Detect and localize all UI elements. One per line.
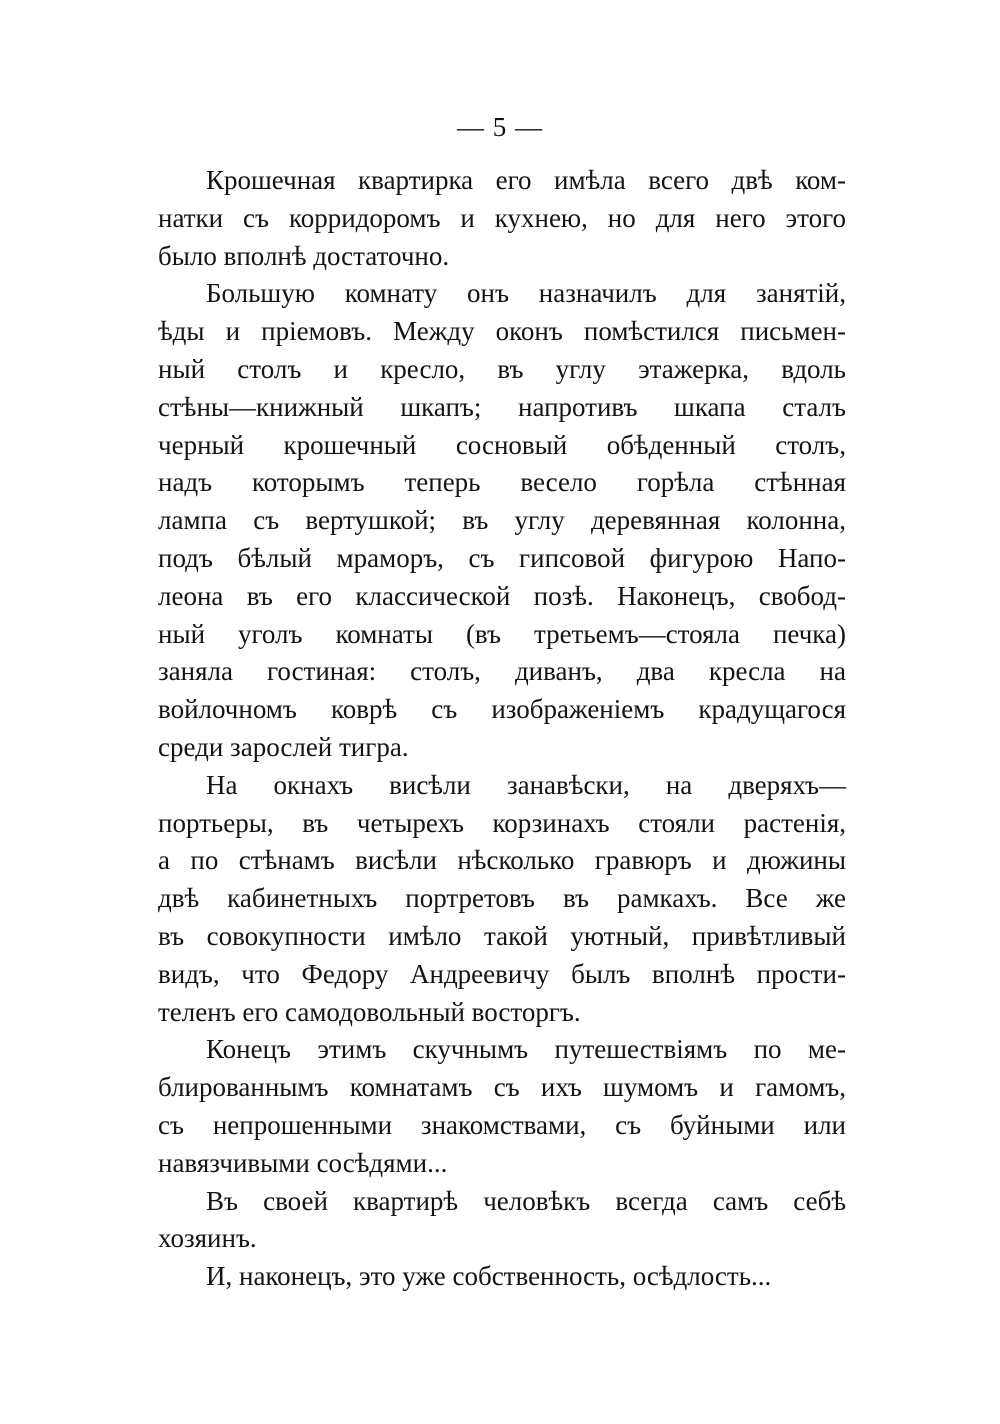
paragraph [158, 1183, 846, 1259]
text-line: черный крошечный сосновый обѣденный столъ, [158, 429, 846, 460]
text-line: леона въ его классической позѣ. Наконецъ, свобод- [158, 580, 846, 611]
paragraph [158, 275, 846, 766]
text-line: навязчивыми сосѣдями... [158, 1147, 448, 1178]
paragraph [158, 162, 846, 275]
text-line: Конецъ этимъ скучнымъ путешествіямъ по ме- [206, 1034, 846, 1065]
text-line: теленъ его самодовольный восторгъ. [158, 996, 581, 1027]
text-line: лампа съ вертушкой; въ углу деревянная колонна, [158, 505, 846, 536]
text-line: заняла гостиная: столъ, диванъ, два кресла на [158, 656, 846, 687]
text-line: Въ своей квартирѣ человѣкъ всегда самъ себѣ [206, 1185, 846, 1216]
text-line: ный уголъ комнаты (въ третьемъ—стояла печка) [158, 618, 846, 649]
paragraph [158, 1031, 846, 1182]
text-line: На окнахъ висѣли занавѣски, на дверяхъ— [206, 769, 846, 800]
text-line: хозяинъ. [158, 1223, 257, 1254]
text-line: портьеры, въ четырехъ корзинахъ стояли растенія, [158, 807, 846, 838]
text-line: ный столъ и кресло, въ углу этажерка, вдоль [158, 353, 846, 384]
text-line: надъ которымъ теперь весело горѣла стѣнная [158, 467, 846, 498]
paragraph [158, 1258, 846, 1296]
text-line: а по стѣнамъ висѣли нѣсколько гравюръ и дюжины [158, 845, 846, 876]
text-line: И, наконецъ, это уже собственность, осѣдлость... [206, 1261, 772, 1292]
text-line: подъ бѣлый мраморъ, съ гипсовой фигурою Напо- [158, 542, 846, 573]
text-line: въ совокупности имѣло такой уютный, привѣтливый [158, 920, 846, 951]
paragraph [158, 767, 846, 1032]
text-line: войлочномъ коврѣ съ изображеніемъ крадущагося [158, 694, 846, 725]
text-line: натки съ корридоромъ и кухнею, но для него этого [158, 202, 846, 233]
text-line: Большую комнату онъ назначилъ для занятій, [206, 278, 846, 309]
text-line: ѣды и пріемовъ. Между оконъ помѣстился письмен- [158, 316, 846, 347]
text-line: видъ, что Федору Андреевичу былъ вполнѣ прости- [158, 958, 846, 989]
body-text [158, 162, 846, 1296]
text-line: было вполнѣ достаточно. [158, 240, 450, 271]
text-line: двѣ кабинетныхъ портретовъ въ рамкахъ. Все же [158, 883, 846, 914]
text-line: среди зарослей тигра. [158, 731, 409, 762]
text-line: Крошечная квартирка его имѣла всего двѣ ком- [206, 165, 846, 195]
text-line: съ непрошенными знакомствами, съ буйными или [158, 1109, 846, 1140]
page-number: — 5 — [457, 112, 543, 142]
text-line: стѣны—книжный шкапъ; напротивъ шкапа сталъ [158, 391, 846, 422]
text-line: блированнымъ комнатамъ съ ихъ шумомъ и гамомъ, [158, 1072, 846, 1103]
